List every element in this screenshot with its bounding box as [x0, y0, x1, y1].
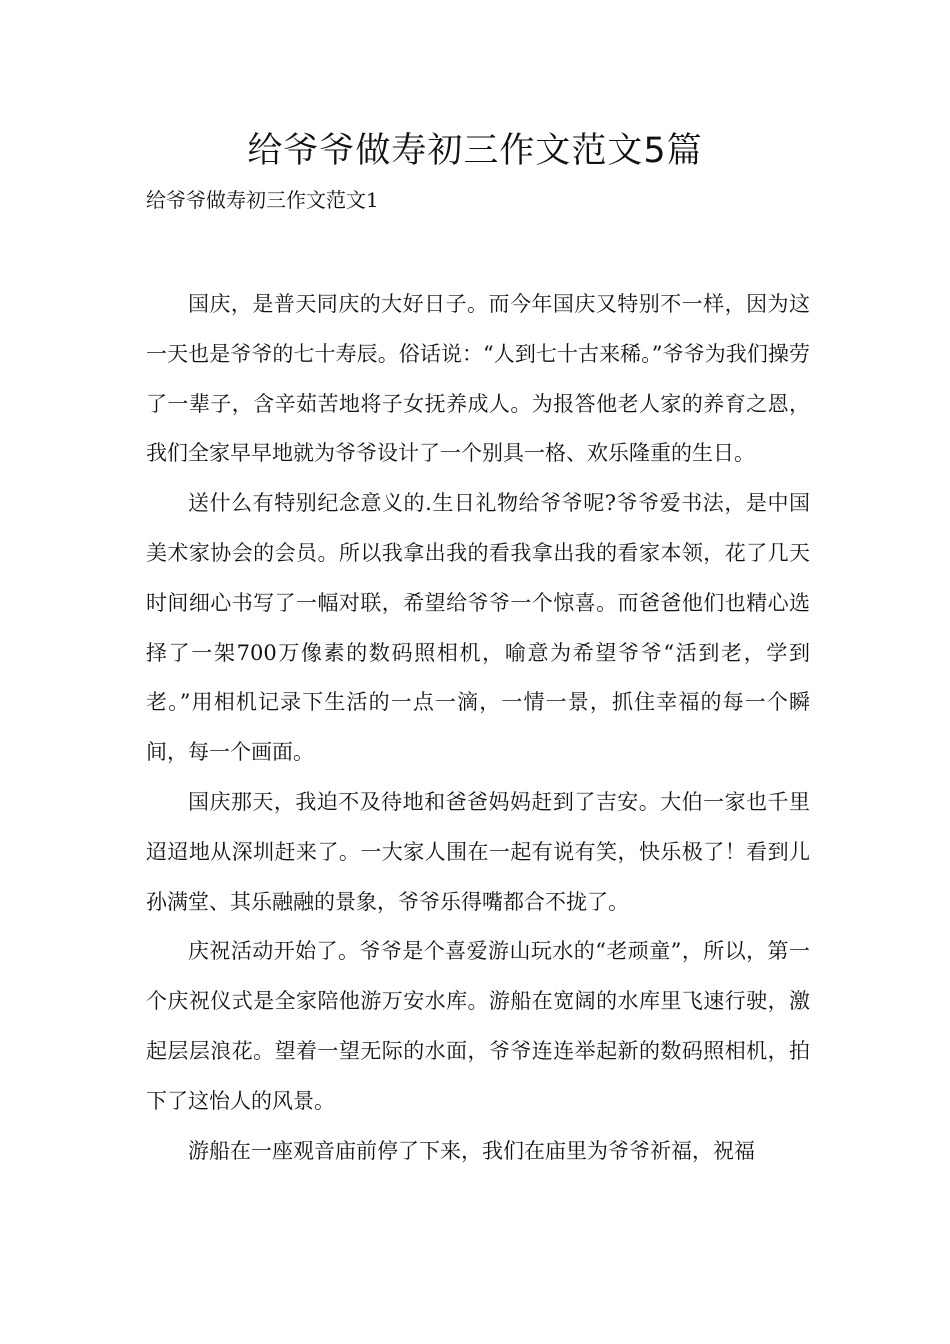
paragraph-4: 庆祝活动开始了。爷爷是个喜爱游山玩水的“老顽童”，所以，第一个庆祝仪式是全家陪他游万安水库。游船在宽阔的水库里飞速行驶，激起层层浪花。望着一望无际的水面，爷爷连连举起新的数码照相机，拍下了这怡人的风景。 — [146, 939, 810, 1113]
paragraph-2: 送什么有特别纪念意义的.生日礼物给爷爷呢?爷爷爱书法，是中国美术家协会的会员。所以我拿出我的看我拿出我的看家本领，花了几天时间细心书写了一幅对联，希望给爷爷一个惊喜。而爸爸他们也精心选择了一架700万像素的数码照相机，喻意为希望爷爷“活到老，学到老。”用相机记录下生活的一点一滴，一情一景，抓住幸福的每一个瞬间，每一个画面。 — [146, 491, 810, 765]
article-body — [146, 280, 810, 1176]
paragraph-1: 国庆，是普天同庆的大好日子。而今年国庆又特别不一样，因为这一天也是爷爷的七十寿辰。俗话说：“人到七十古来稀。”爷爷为我们操劳了一辈子，含辛茹苦地将子女抚养成人。为报答他老人家的养育之恩，我们全家早早地就为爷爷设计了一个别具一格、欢乐隆重的生日。 — [146, 292, 810, 466]
paragraph-3: 国庆那天，我迫不及待地和爸爸妈妈赶到了吉安。大伯一家也千里迢迢地从深圳赶来了。一大家人围在一起有说有笑，快乐极了！看到儿孙满堂、其乐融融的景象，爷爷乐得嘴都合不拢了。 — [146, 789, 810, 914]
paragraph-5: 游船在一座观音庙前停了下来，我们在庙里为爷爷祈福，祝福 — [188, 1138, 755, 1163]
document-title: 给爷爷做寿初三作文范文5篇 — [247, 131, 703, 171]
section-heading: 给爷爷做寿初三作文范文1 — [146, 188, 379, 212]
